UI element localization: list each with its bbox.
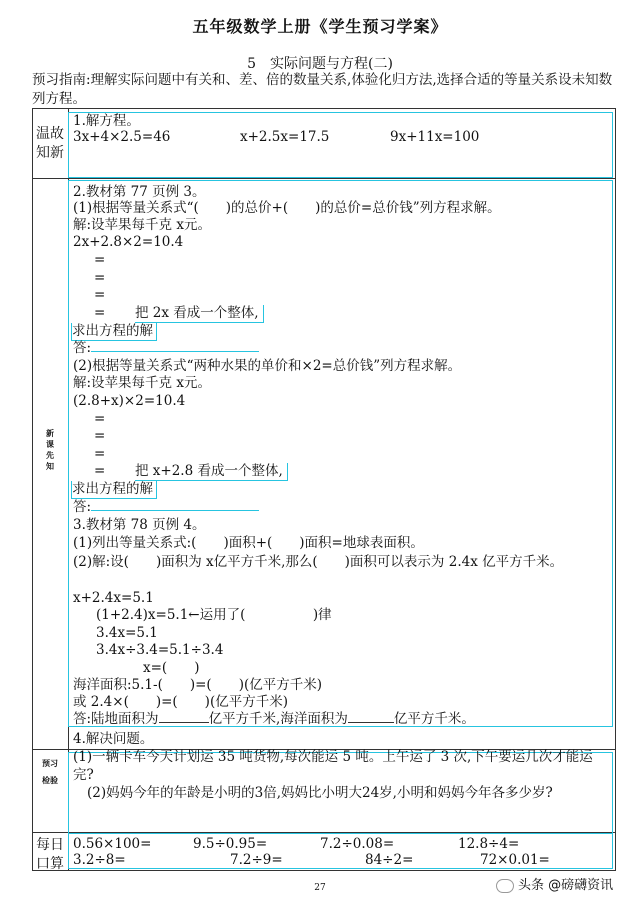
- equals-step: =: [94, 252, 106, 268]
- answer-blank[interactable]: [91, 351, 259, 352]
- answer-blank[interactable]: [91, 510, 259, 511]
- mental-item: 84÷2=: [365, 852, 414, 868]
- label-mental: [32, 836, 68, 874]
- guide-lead: 预习指南: [32, 72, 86, 88]
- part-2-answer: [73, 499, 259, 516]
- q3-or: 或 2.4×( )=( )(亿平方千米): [73, 694, 288, 710]
- equals-step: =: [94, 411, 106, 427]
- mental-item: 7.2÷9=: [230, 852, 283, 868]
- review-equation-3: 9x+11x=100: [390, 129, 480, 145]
- mental-item: 7.2÷0.08=: [320, 836, 395, 852]
- equals-step: =: [94, 305, 106, 321]
- lesson-question-3: 3.教材第 78 页例 4。: [73, 517, 206, 533]
- q3-part-1: (1)列出等量关系式:( )面积+( )面积=地球表面积。: [73, 535, 424, 551]
- row-divider: [33, 178, 615, 179]
- label-new-lesson: [32, 428, 68, 472]
- label-new-lesson-char: 先: [46, 451, 54, 460]
- page-number: 27: [314, 883, 326, 893]
- check-problem-2: (2)妈妈今年的年龄是小明的3倍,妈妈比小明大24岁,小明和妈妈今年各多少岁?: [87, 785, 553, 801]
- lesson-part-1-let: 解:设苹果每千克 x元。: [73, 217, 211, 233]
- q3-answer-b: 亿平方千米,海洋面积为: [208, 711, 348, 727]
- label-new-lesson-char: 课: [46, 440, 54, 449]
- equals-step: =: [94, 287, 106, 303]
- lesson-part-1-equation: 2x+2.8×2=10.4: [73, 234, 184, 250]
- mental-item: 0.56×100=: [73, 836, 152, 852]
- page-title: 五年级数学上册《学生预习学案》: [192, 17, 448, 36]
- review-equation-1: 3x+4×2.5=46: [73, 129, 171, 145]
- label-new-lesson-char: 新: [46, 429, 54, 438]
- lesson-question-2: 2.教材第 77 页例 3。: [73, 184, 206, 200]
- watermark: [496, 874, 613, 893]
- label-review-line: 知新: [36, 145, 64, 161]
- q3-answer-c: 亿平方千米。: [393, 711, 475, 727]
- label-review-line: 温故: [36, 126, 64, 142]
- q3-equation-2: (1+2.4)x=5.1←运用了( )律: [96, 607, 332, 623]
- mental-item: 3.2÷8=: [73, 852, 126, 868]
- label-new-lesson-char: 知: [46, 462, 54, 471]
- watermark-text: 头条 @磅礴资讯: [518, 878, 614, 893]
- q3-ocean: 海洋面积:5.1-( )=( )(亿平方千米): [73, 677, 322, 693]
- part-2-tip-line-1: 把 x+2.8 看成一个整体,: [135, 463, 288, 481]
- label-mental-line: 每日: [36, 837, 64, 853]
- part-2-tip-line-2: 求出方程的解: [71, 481, 157, 499]
- part-1-tip-line-1: 把 2x 看成一个整体,: [135, 305, 264, 323]
- check-problem-1: (1)一辆卡车今天计划运 35 吨货物,每次能运 5 吨。上午运了 3 次,下午要运几次才能运完?: [73, 749, 593, 783]
- q3-part-2: (2)解:设( )面积为 x亿平方千米,那么( )面积可以表示为 2.4x 亿平方千米。: [73, 554, 564, 570]
- label-check: [32, 758, 68, 786]
- land-area-blank[interactable]: [159, 722, 209, 723]
- mental-item: 9.5÷0.95=: [193, 836, 268, 852]
- equals-step: =: [94, 463, 106, 479]
- lesson-subtitle: 5 实际问题与方程(二): [247, 56, 393, 72]
- lesson-part-1-head: (1)根据等量关系式“( )的总价+( )的总价=总价钱”列方程求解。: [73, 200, 501, 216]
- q3-answer: [73, 711, 475, 728]
- review-equation-2: x+2.5x=17.5: [240, 129, 330, 145]
- lesson-part-2-equation: (2.8+x)×2=10.4: [73, 393, 186, 409]
- guide-text: :理解实际问题中有关和、差、倍的数量关系,体验化归方法,选择合适的等量关系设未知数列方程。: [32, 72, 613, 107]
- mental-item: 12.8÷4=: [458, 836, 520, 852]
- lesson-part-2-let: 解:设苹果每千克 x元。: [73, 375, 211, 391]
- q3-equation-4: 3.4x÷3.4=5.1÷3.4: [96, 642, 224, 658]
- watermark-logo-icon: [496, 879, 514, 893]
- preview-guide: [32, 71, 622, 109]
- label-check-line: 检验: [42, 776, 58, 785]
- q3-answer-a: 答:陆地面积为: [73, 711, 159, 727]
- review-question: 1.解方程。: [73, 113, 140, 129]
- label-review: [32, 125, 68, 163]
- part-1-tip-line-2: 求出方程的解: [71, 323, 157, 341]
- mental-item: 72×0.01=: [480, 852, 550, 868]
- equals-step: =: [94, 270, 106, 286]
- label-check-line: 预习: [42, 759, 58, 768]
- q3-equation-3: 3.4x=5.1: [96, 625, 158, 641]
- equals-step: =: [94, 446, 106, 462]
- part-1-answer: [73, 340, 259, 357]
- q3-equation-5: x=( ): [143, 660, 200, 676]
- check-question-4: 4.解决问题。: [73, 731, 154, 747]
- ocean-area-blank[interactable]: [348, 722, 394, 723]
- equals-step: =: [94, 428, 106, 444]
- lesson-part-2-head: (2)根据等量关系式“两种水果的单价和×2=总价钱”列方程求解。: [73, 358, 462, 374]
- answer-label: 答:: [73, 499, 92, 515]
- q3-equation-1: x+2.4x=5.1: [73, 590, 154, 606]
- answer-label: 答:: [73, 340, 92, 356]
- label-mental-line: 口算: [36, 856, 64, 872]
